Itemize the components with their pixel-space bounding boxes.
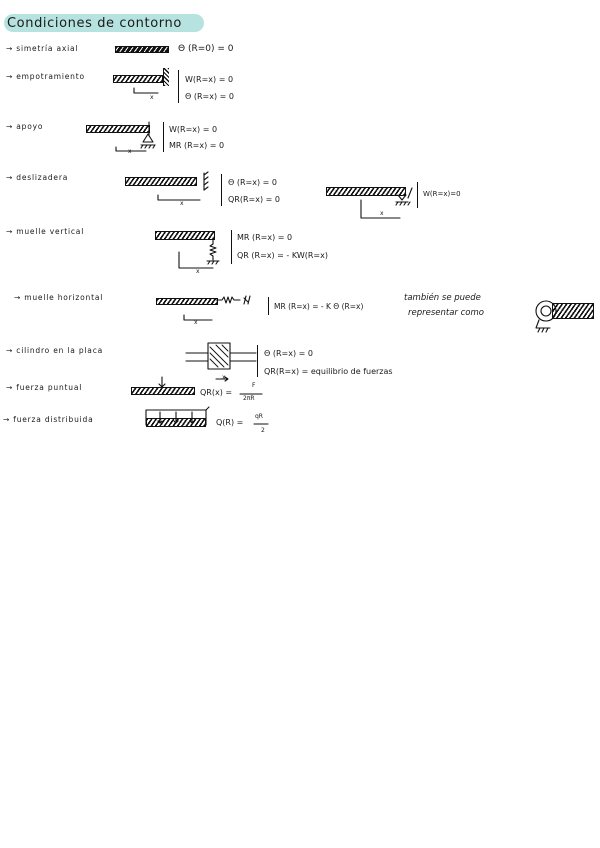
eq-apoyo-1: W(R=x) = 0 [169, 125, 218, 134]
frac-puntual-den: 2πR [243, 395, 255, 402]
note-line-2: representar como [408, 308, 484, 318]
label-apoyo: → apoyo [6, 122, 44, 131]
note-line-1: también se puede [404, 293, 481, 303]
label-fuerza-distribuida: → fuerza distribuida [3, 415, 94, 424]
axis-x-empotramiento: x [150, 94, 154, 101]
axis-x-cilindro: x [222, 374, 226, 381]
eq-empotramiento-2: Θ (R=x) = 0 [185, 92, 234, 101]
frac-distribuida-num: qR [255, 413, 263, 420]
axis-x-deslizadera-alt: x [380, 210, 384, 217]
label-muelle-horizontal: → muelle horizontal [14, 293, 104, 302]
eq-deslizadera-2: QR(R=x) = 0 [228, 195, 280, 204]
frac-distribuida-den: 2 [261, 427, 265, 434]
eq-fuerza-distribuida: Q(R) = [216, 418, 244, 427]
label-deslizadera: → deslizadera [6, 173, 69, 182]
label-cilindro: → cilindro en la placa [6, 346, 104, 355]
eq-cilindro-2: QR(R=x) = equilibrio de fuerzas [264, 367, 393, 376]
frac-puntual-num: F [252, 382, 256, 389]
axis-x-muelle-horizontal: x [194, 319, 198, 326]
label-empotramiento: → empotramiento [6, 72, 85, 81]
axis-x-muelle-vertical: x [196, 268, 200, 275]
eq-muelle-horizontal-1: MR (R=x) = - K Θ (R=x) [274, 302, 364, 311]
eq-apoyo-2: MR (R=x) = 0 [169, 141, 225, 150]
label-fuerza-puntual: → fuerza puntual [6, 383, 83, 392]
eq-simetria-1: Θ (R=0) = 0 [178, 44, 234, 54]
eq-muelle-vertical-2: QR (R=x) = - KW(R=x) [237, 251, 328, 260]
eq-fuerza-puntual: QR(x) = [200, 388, 233, 397]
axis-x-deslizadera: x [180, 200, 184, 207]
eq-deslizadera-alt: W(R=x)=0 [423, 190, 461, 198]
label-simetria-axial: → simetría axial [6, 44, 79, 53]
eq-deslizadera-1: Θ (R=x) = 0 [228, 178, 277, 187]
page-title: Condiciones de contorno [7, 16, 182, 31]
label-muelle-vertical: → muelle vertical [6, 227, 85, 236]
eq-empotramiento-1: W(R=x) = 0 [185, 75, 234, 84]
axis-x-apoyo: x [128, 148, 132, 155]
eq-muelle-vertical-1: MR (R=x) = 0 [237, 233, 293, 242]
eq-cilindro-1: Θ (R=x) = 0 [264, 349, 313, 358]
